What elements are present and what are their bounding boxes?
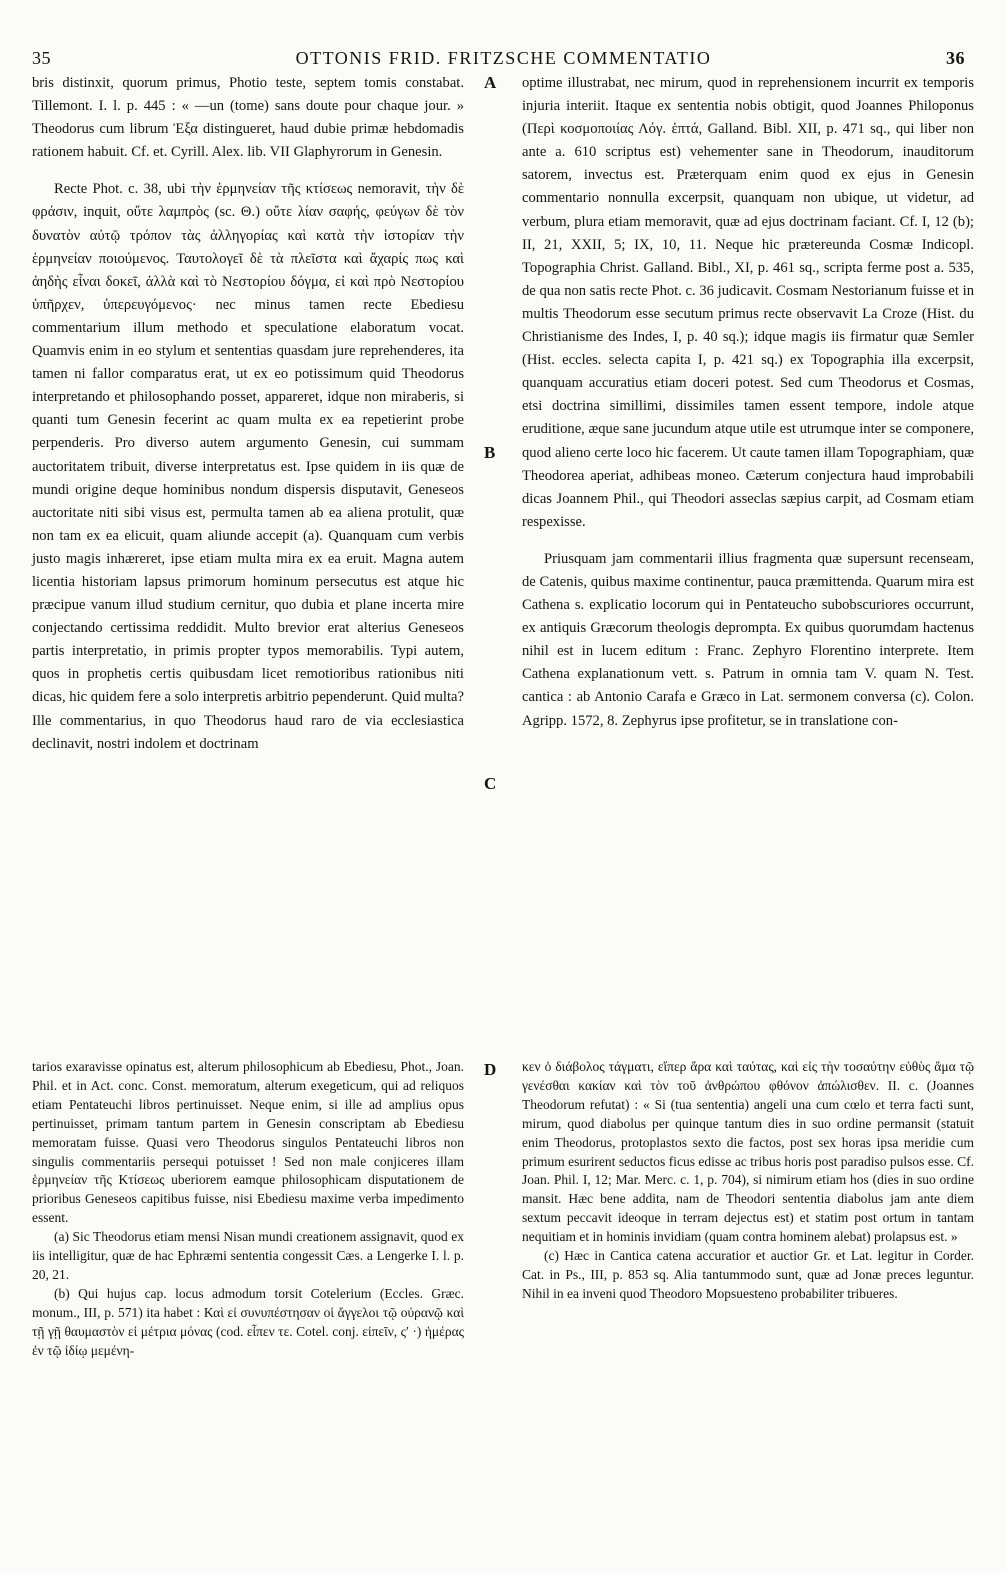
running-title: OTTONIS FRID. FRITZSCHE COMMENTATIO [295, 48, 712, 68]
upper-right-column [522, 72, 974, 733]
footnote-c: (c) Hæc in Cantica catena accuratior et auctior Gr. et Lat. legitur in Corder. Cat. in Ps., III, p. 853 sq. Alia tantummodo sunt, quæ ad Jonæ preces leguntur. Nihil in ea inveni quod Theodoro Mopsuesteno probabiliter tribueres. [522, 1248, 974, 1301]
footnote-a: (a) Sic Theodorus etiam mensi Nisan mundi creationem assignavit, quod ex iis intelligitur, quæ de hac Ephræmi sententia congessit Cæs. a Lengerke I. l. p. 20, 21. [32, 1229, 464, 1282]
margin-marker-b: B [484, 443, 496, 462]
margin-marker-a: A [484, 73, 497, 92]
paragraph: bris distinxit, quorum primus, Photio teste, septem tomis constabat. Tillemont. I. l. p. 445 : « —un (tome) sans doute pour chaque jour. » Theodorus cum librum Ἑξα distingueret, haud dubie primæ hebdomadis rationem habuit. Cf. et. Cyrill. Alex. lib. VII Glaphyrorum in Genesin. [32, 75, 464, 161]
paragraph: Priusquam jam commentarii illius fragmenta quæ supersunt recenseam, de Catenis, quibus maxime continentur, pauca præmittenda. Quarum mira est Cathena s. explicatio locorum qui in Pentateucho subobscuriores occurrunt, ex antiquis Græcorum theologis deprompta. Ex quibus quorumdam hactenus nihil est in lucem editum : Franc. Zephyro Florentino interprete. Item Cathena explanationum vett. s. Patrum in omnia tam V. quam N. Test. cantica : ab Antonio Carafa e Græco in Lat. sermonem conversa (c). Colon. Agripp. 1572, 8. Zephyrus ipse profitetur, se in translatione con- [522, 550, 974, 729]
page-number-right: 36 [946, 48, 965, 68]
paragraph: tarios exaravisse opinatus est, alterum philosophicum ab Ebediesu, Phot., Joan. Phil. et in Act. conc. Const. memoratum, alterum exegeticum, qui ad reliquos etiam Pentateuchi libros pertinuisset. Neque enim, si ille ad amplius opus pertinuisset, primam tantum partem in Genesin conscriptam ab Ebediesu memoratam fuisse. Quasi vero Theodorus singulos Pentateuchi libros non singulis commentariis persequi potuisset ! Sed non male conjiceres illam ἑρμηνείαν τῆς Κτίσεως uberiorem eamque philosophicam disputationem de prioribus Geneseos capitibus fuisse, nisi Ebediesu maxime verba impedimento essent. [32, 1059, 464, 1226]
upper-left-column [32, 72, 464, 756]
paragraph: optime illustrabat, nec mirum, quod in reprehensionem incurrit ex temporis injuria interiit. Itaque ex sententia nobis obtigit, quod Joannes Philoponus (Περὶ κοσμοποιίας Λόγ. ἑπτά, Galland. Bibl. XII, p. 471 sq., qui liber non ante a. 610 scriptus est) vehementer sane in Theodorum, inauditorum satorem, invectus est. Præterquam enim quod ex ejus in Genesin commentario nonnulla excerpsit, quanquam non ubique, ut videtur, ad verbum, plura etiam memoravit, quæ ad ejus doctrinam faciant. Cf. I, 12 (b); II, 21, XXII, 5; IX, 10, 11. Neque hic prætereunda Cosmæ Indicopl. Topographia Christ. Galland. Bibl., XI, p. 461 sq., scripta ferme post a. 535, de qua non satis recte Phot. c. 36 judicavit. Cosmam Nestorianum fuisse et in multis Theodorum esse secutum primus recte observavit La Croze (Hist. du Christianisme des Indes, I, p. 40 sq.); idque magis iis firmatur quæ Semler (Hist. eccles. selecta capita I, p. 421 sq.) ex Topographia illa excerpsit, quanquam accuratius etiam doceri potest. Sed cum Theodorus et Cosmas, etsi doctrina simillimi, dissimiles tamen essent tempore, indole atque eruditione, æque sane jucundum atque utile est utrumque inter se componere, quod alieno certe loco hic facerem. Ut caute tamen illam Topographiam, quæ Theodorea aperiat, adhibeas moneo. Cæterum conjectura haud improbabili dicas Joannem Phil., qui Theodori asseclas sæpius carpit, ad Cosmam etiam respexisse. [522, 75, 974, 530]
page-number-left: 35 [32, 48, 51, 68]
paragraph: Recte Phot. c. 38, ubi τὴν ἑρμηνείαν τῆς κτίσεως nemoravit, τὴν δὲ φράσιν, inquit, οὔτε λαμπρὸς (sc. Θ.) οὔτε λίαν σαφής, φεύγων δὲ τὸν δυνατὸν αὐτῷ τρόπον τὰς ἀλληγορίας καὶ κατὰ τὴν ἱστορίαν τὴν ἑρμηνείαν ποιούμενος. Ταυτολογεῖ δὲ τὰ πλεῖστα καὶ ἄχαρίς πως καὶ ἀηδὴς εἶναι δοκεῖ, ἀλλὰ καὶ τὸ Νεστορίου δόγμα, εἰ καὶ πρὸ Νεστορίου ὑπῆρχεν, ὑπερευγόμενος· nec minus tamen recte Ebediesu commentarium illum methodo et speculatione elaboratum vocat. Quamvis enim in eo stylum et sententias quasdam jure reprehenderes, ita tamen ni fallor comparatus erat, ut ex eo potissimum quid Theodorus interpretando et philosophando posset, appareret, idque non miraberis, si quanti tum Genesin fecerint ac quam multa ex ea repetierint probe perpenderis. Pro diverso autem argumento Genesin, cui summam auctoritatem tribuit, diverse interpretatus est. Ipse quidem in iis quæ de mundi origine deque hominibus nondum dispersis disputavit, Geneseos auctoritate niti sibi visus est, permulta tamen ab ea aliena protulit, quæ non tam ex ea elicuit, quam aliunde accepit (a). Quanquam cum verbis justo magis inhæreret, ipse etiam multa mira ex ea eruit. Magna autem licentia historiam lapsus primorum hominum persecutus est atque hic præcipue vanum illud studium cernitur, quo dubia et plane incerta mire conjectando certissima reddidit. Multo brevior erat alterius Geneseos partis interpretatio, in primis propter typos memorabilis. Typi autem, quos in prophetis certis quibusdam licet remotioribus rationibus niti dicas, hic quidem fere a solo interpretis arbitrio pependerunt. Quid multa? Ille commentarius, in quo Theodorus haud raro de via ecclesiastica declinavit, nostri indolem et doctrinam [32, 181, 464, 752]
margin-marker-d: D [484, 1060, 497, 1079]
margin-marker-c: C [484, 774, 497, 793]
paragraph: κεν ὁ διάβολος τάγματι, εἴπερ ἄρα καὶ ταύτας, καὶ εἰς τὴν τοσαύτην εὐθὺς ἅμα τῷ γενέσθαι κακίαν καὶ τὸν τοῦ ἀνθρώπου φθόνον ἀπώλισθεν. II. c. (Joannes Theodorum refutat) : « Si (tua sententia) angeli una cum cœlo et terra facti sunt, mirum, quod diabolus per quinque tantum dies in suo ordine permansit (statuit enim Theodorus, protoplastos sexto die factos, post sex horas ipsa meridie cum primum esurirent seductos ficus edisse ac tribus horis post paradiso pulsos esse. Cf. Joan. Phil. I, 12; Mar. Merc. c. 1, p. 704), si nimirum etiam hos (dies in suo ordine mansit. Hæc bene addita, nam de Theodori sententia diabolus jam ante diem sextum peccavit ideoque in terram dejectus est) et statim post ortum in tantam nequitiam et in hominis invidiam (quam contra hominem alebat) prolapsus est. » [522, 1059, 974, 1245]
footnote-b: (b) Qui hujus cap. locus admodum torsit Cotelerium (Eccles. Græc. monum., III, p. 571) ita habet : Καὶ εἰ συνυπέστησαν οἱ ἄγγελοι τῷ οὐρανῷ καὶ τῇ γῇ θαυμαστὸν εἰ μέτρια μόνας (cod. εἶπεν τε. Cotel. conj. εἰπεῖν, ς′ ·) ἡμέρας ἐν τῷ ἰδίῳ μεμένη- [32, 1285, 464, 1358]
lower-right-column [522, 1058, 974, 1304]
lower-left-column [32, 1058, 464, 1361]
